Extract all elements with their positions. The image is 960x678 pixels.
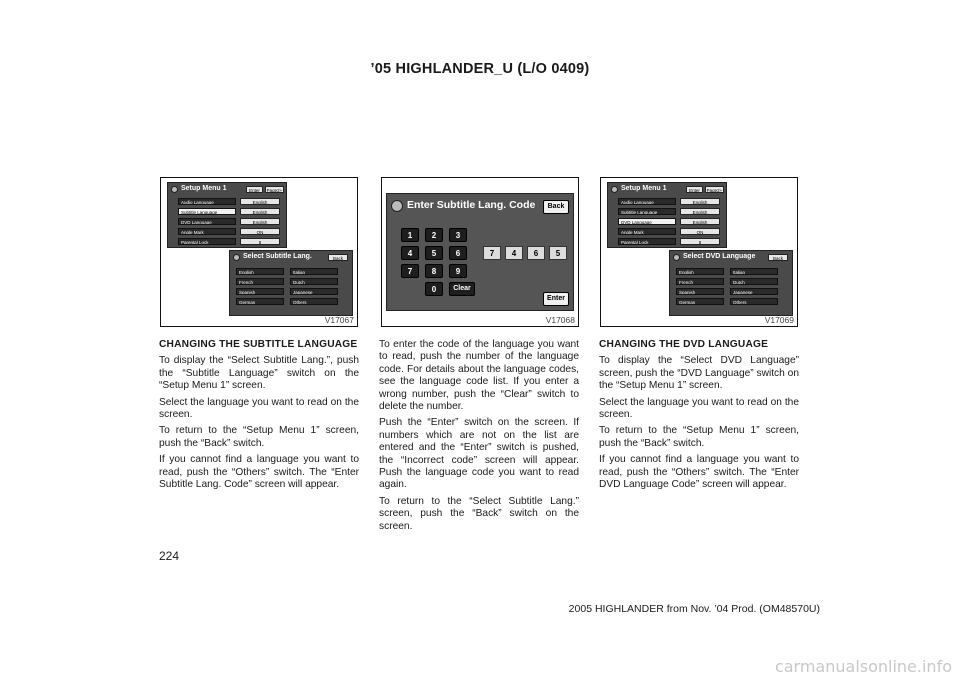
disc-icon [233, 254, 240, 261]
lang-button[interactable]: Italian [290, 268, 338, 275]
code-digit: 7 [483, 246, 501, 260]
code-digit: 5 [549, 246, 567, 260]
paragraph: Select the language you want to read on the screen. [159, 396, 359, 421]
key-2[interactable]: 2 [425, 228, 443, 242]
key-5[interactable]: 5 [425, 246, 443, 260]
column-dvd-language [599, 339, 799, 495]
figure-code: V17067 [324, 315, 354, 325]
key-6[interactable]: 6 [449, 246, 467, 260]
lang-button[interactable]: Dutch [290, 278, 338, 285]
page-number: 224 [159, 549, 180, 563]
disc-icon [391, 200, 403, 212]
key-4[interactable]: 4 [401, 246, 419, 260]
enter-button[interactable]: Enter [543, 292, 569, 306]
setup-menu-panel [607, 182, 727, 248]
paragraph: To return to the “Setup Menu 1” screen, push the “Back” switch. [599, 425, 799, 449]
enter-code-title: Enter Subtitle Lang. Code [407, 199, 536, 211]
setup-row-label[interactable]: Subtitle Language [178, 208, 236, 215]
setup-menu-title: Setup Menu 1 [621, 185, 667, 192]
back-button[interactable]: Back [543, 200, 569, 214]
setup-row-value: ON [240, 228, 280, 235]
paragraph: Select the language you want to read on the screen. [599, 396, 799, 421]
setup-row-value: English [680, 198, 720, 205]
others-button[interactable]: Others [730, 298, 778, 305]
clear-button[interactable]: Clear [449, 282, 475, 296]
footer-text: 2005 HIGHLANDER from Nov. ’04 Prod. (OM48570U) [568, 603, 820, 615]
setup-row-value: ON [680, 228, 720, 235]
page-button[interactable]: Page2+ [706, 188, 723, 193]
back-button[interactable]: Back [768, 254, 788, 261]
lang-button[interactable]: French [676, 278, 724, 285]
key-9[interactable]: 9 [449, 264, 467, 278]
lang-button[interactable]: Japanese [730, 288, 778, 295]
paragraph: If you cannot find a language you want to read, push the “Others” switch. The “Enter Subtitle Lang. Code” screen will appear. [159, 454, 359, 491]
disc-icon [673, 254, 680, 261]
figure-enter-subtitle-code [381, 177, 579, 327]
paragraph: To enter the code of the language you want to read, push the number of the language code. For details about the language codes, see the language code list. If you enter a wrong number, push the “Clear” switch to delete the number. [379, 339, 579, 413]
setup-row-label[interactable]: Angle Mark [178, 228, 236, 235]
paragraph: To return to the “Select Subtitle Lang.” screen, push the “Back” switch on the screen. [379, 495, 579, 532]
key-1[interactable]: 1 [401, 228, 419, 242]
enter-button[interactable]: Enter [686, 186, 703, 193]
lang-button[interactable]: French [236, 278, 284, 285]
paragraph: If you cannot find a language you want to read, push the “Others” switch. The “Enter DVD Language Code” screen will appear. [599, 454, 799, 491]
setup-row-value: English [240, 198, 280, 205]
setup-row-label[interactable]: Audio Language [618, 198, 676, 205]
select-panel-title: Select DVD Language [683, 253, 756, 260]
column-enter-code [379, 339, 579, 537]
key-8[interactable]: 8 [425, 264, 443, 278]
lang-button[interactable]: Dutch [730, 278, 778, 285]
lang-button[interactable]: Spanish [676, 288, 724, 295]
setup-menu-title: Setup Menu 1 [181, 185, 227, 192]
key-0[interactable]: 0 [425, 282, 443, 296]
lang-button[interactable]: German [676, 298, 724, 305]
paragraph: Push the “Enter” switch on the screen. If numbers which are not on the list are entered and the “Enter” switch is pushed, the “Incorrect code” screen will appear. Push the language code you want to read again. [379, 417, 579, 491]
disc-icon [171, 186, 178, 193]
figure-code: V17068 [545, 315, 575, 325]
code-digit: 4 [505, 246, 523, 260]
select-subtitle-panel [229, 250, 353, 316]
setup-row-label[interactable]: Angle Mark [618, 228, 676, 235]
figure-select-dvd-language [600, 177, 798, 327]
setup-row-value: 8 [680, 238, 720, 245]
disc-icon [611, 186, 618, 193]
running-header: ’05 HIGHLANDER_U (L/O 0409) [370, 61, 590, 77]
setup-row-value: 8 [240, 238, 280, 245]
page-button[interactable]: Page2+ [266, 188, 283, 193]
lang-button[interactable]: English [676, 268, 724, 275]
figure-code: V17069 [764, 315, 794, 325]
lang-button[interactable]: English [236, 268, 284, 275]
others-button[interactable]: Others [290, 298, 338, 305]
watermark: carmanualsonline.info [774, 657, 952, 676]
column-subtitle-language [159, 339, 359, 495]
section-heading: CHANGING THE DVD LANGUAGE [599, 339, 769, 350]
paragraph: To display the “Select Subtitle Lang.”, push the “Subtitle Language” switch on the “Setup Menu 1” screen. [159, 355, 359, 392]
back-button[interactable]: Back [328, 254, 348, 261]
section-heading: CHANGING THE SUBTITLE LANGUAGE [159, 339, 358, 350]
setup-row-label[interactable]: Parental Lock [618, 238, 676, 245]
enter-button[interactable]: Enter [246, 186, 263, 193]
setup-row-value: English [680, 208, 720, 215]
figure-select-subtitle-lang [160, 177, 358, 327]
setup-row-value: English [680, 218, 720, 225]
select-dvd-panel [669, 250, 793, 316]
lang-button[interactable]: German [236, 298, 284, 305]
code-digit: 6 [527, 246, 545, 260]
setup-row-label[interactable]: Parental Lock [178, 238, 236, 245]
setup-row-label[interactable]: Subtitle Language [618, 208, 676, 215]
setup-menu-panel [167, 182, 287, 248]
paragraph: To return to the “Setup Menu 1” screen, push the “Back” switch. [159, 425, 359, 449]
lang-button[interactable]: Italian [730, 268, 778, 275]
setup-row-value: English [240, 218, 280, 225]
setup-row-label[interactable]: DVD Language [178, 218, 236, 225]
setup-row-value: English [240, 208, 280, 215]
lang-button[interactable]: Japanese [290, 288, 338, 295]
key-3[interactable]: 3 [449, 228, 467, 242]
paragraph: To display the “Select DVD Language” screen, push the “DVD Language” switch on the “Setup Menu 1” screen. [599, 355, 799, 392]
key-7[interactable]: 7 [401, 264, 419, 278]
setup-row-label[interactable]: DVD Language [618, 218, 676, 225]
select-panel-title: Select Subtitle Lang. [243, 253, 312, 260]
enter-code-panel [386, 193, 574, 311]
setup-row-label[interactable]: Audio Language [178, 198, 236, 205]
lang-button[interactable]: Spanish [236, 288, 284, 295]
